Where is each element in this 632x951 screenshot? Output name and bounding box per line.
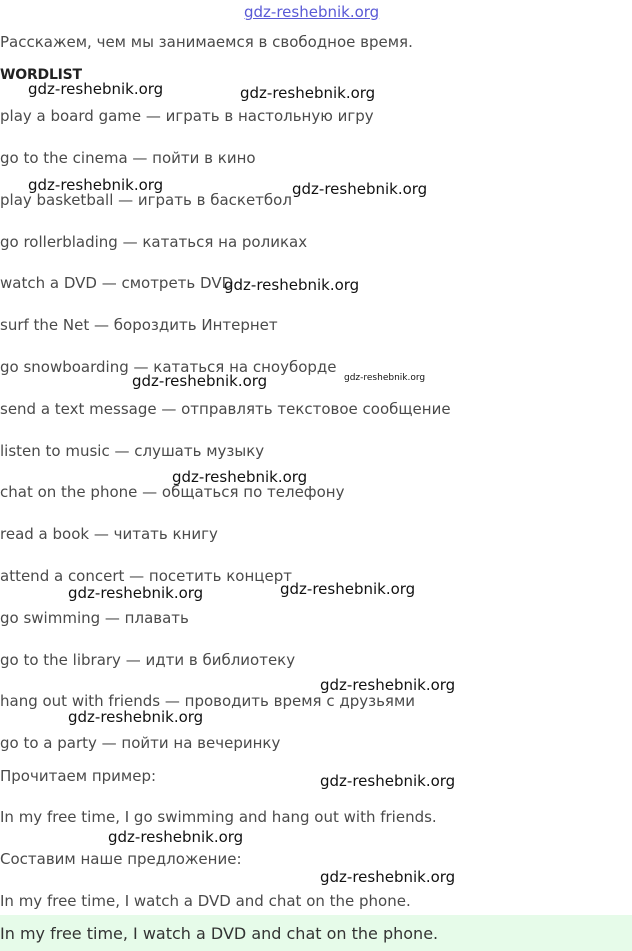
example-sentence: In my free time, I go swimming and hang out with friends. (0, 808, 437, 826)
wordlist-item: surf the Net — бороздить Интернет (0, 316, 278, 334)
watermark: gdz-reshebnik.org (280, 580, 416, 598)
intro-text: Расскажем, чем мы занимаемся в свободное время. (0, 33, 413, 51)
watermark: gdz-reshebnik.org (320, 676, 456, 694)
wordlist-item: go rollerblading — кататься на роликах (0, 233, 308, 251)
wordlist-item: go swimming — плавать (0, 609, 189, 627)
watermark: gdz-reshebnik.org (132, 372, 268, 390)
our-sentence: In my free time, I watch a DVD and chat on the phone. (0, 892, 411, 910)
watermark: gdz-reshebnik.org (344, 373, 426, 383)
wordlist-item: chat on the phone — общаться по телефону (0, 483, 345, 501)
watermark: gdz-reshebnik.org (240, 84, 376, 102)
wordlist-item: attend a concert — посетить концерт (0, 567, 292, 585)
watermark: gdz-reshebnik.org (28, 176, 164, 194)
wordlist-item: hang out with friends — проводить время с друзьями (0, 692, 416, 710)
answer-text: In my free time, I watch a DVD and chat on the phone. (0, 924, 439, 943)
wordlist-item: go to the cinema — пойти в кино (0, 149, 256, 167)
watermark: gdz-reshebnik.org (224, 276, 360, 294)
watermark: gdz-reshebnik.org (292, 180, 428, 198)
wordlist-item: go to the library — идти в библиотеку (0, 651, 296, 669)
answer-box (0, 915, 632, 951)
watermark: gdz-reshebnik.org (320, 868, 456, 886)
watermark: gdz-reshebnik.org (172, 468, 308, 486)
watermark: gdz-reshebnik.org (28, 80, 164, 98)
wordlist-item: listen to music — слушать музыку (0, 442, 265, 460)
example-label: Прочитаем пример: (0, 767, 157, 785)
wordlist-item: play basketball — играть в баскетбол (0, 191, 292, 209)
wordlist-item: watch a DVD — смотреть DVD (0, 274, 234, 292)
watermark: gdz-reshebnik.org (68, 584, 204, 602)
wordlist-item: go snowboarding — кататься на сноуборде (0, 358, 337, 376)
wordlist-item: send a text message — отправлять текстовое сообщение (0, 400, 451, 418)
compose-label: Составим наше предложение: (0, 850, 242, 868)
wordlist-item: read a book — читать книгу (0, 525, 218, 543)
wordlist-item: play a board game — играть в настольную игру (0, 107, 374, 125)
watermark: gdz-reshebnik.org (320, 772, 456, 790)
watermark: gdz-reshebnik.org (108, 828, 244, 846)
watermark: gdz-reshebnik.org (68, 708, 204, 726)
watermark-top: gdz-reshebnik.org (244, 3, 380, 21)
wordlist-heading: WORDLIST (0, 67, 82, 83)
wordlist-item: go to a party — пойти на вечеринку (0, 734, 281, 752)
